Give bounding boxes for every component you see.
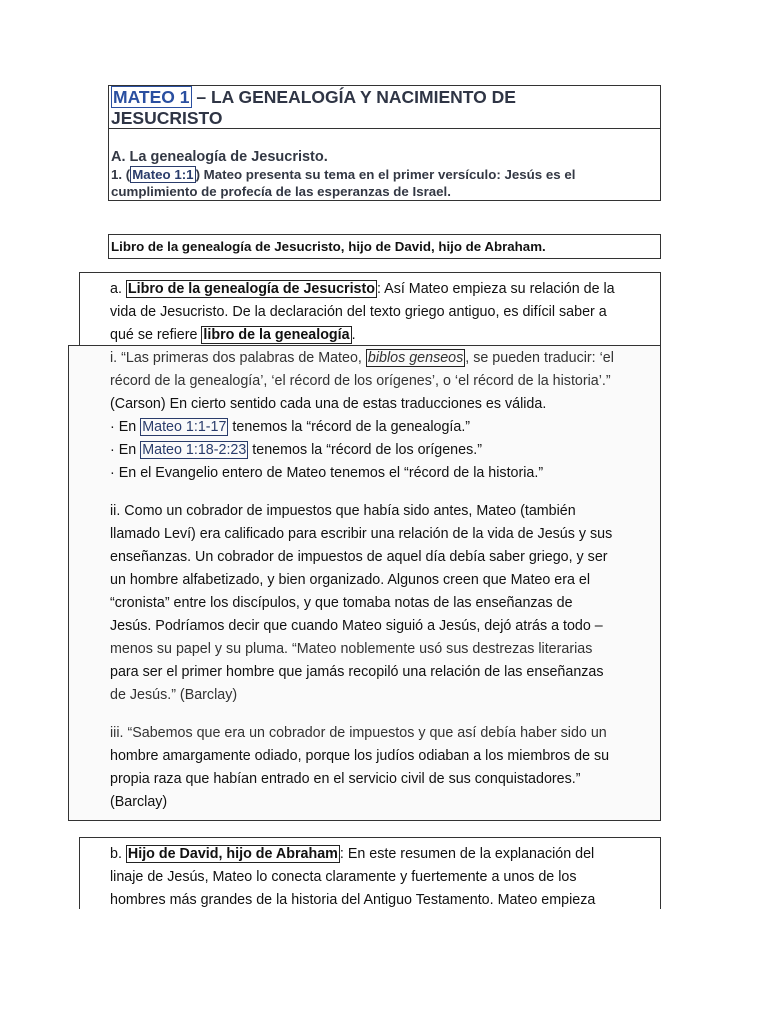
bullet-1-prefix: · En [110, 419, 141, 435]
point-a-text: : Así Mateo empieza su relación de la [377, 281, 615, 297]
quote-ii-line: ii. Como un cobrador de impuestos que había sido antes, Mateo (también [110, 503, 576, 519]
section-item-prefix: 1. ( [111, 167, 131, 182]
paragraph-gap [110, 707, 660, 722]
bullet-item-1 [110, 416, 660, 439]
title-text-line2: JESUCRISTO [111, 108, 223, 128]
point-b-line1 [110, 843, 655, 866]
section-reference-link[interactable]: Mateo 1:1 [132, 167, 194, 182]
point-a-line3-end: . [351, 327, 356, 343]
point-a-line2: vida de Jesucristo. De la declaración del texto griego antiguo, es difícil saber a [110, 304, 607, 320]
bullet-1-reference-link[interactable]: Mateo 1:1-17 [142, 419, 227, 435]
point-a-keyword-2: libro de la genealogía [203, 327, 350, 343]
quote-iii-line: hombre amargamente odiado, porque los judíos odiaban a los miembros de su [110, 748, 610, 764]
point-a-keyword: Libro de la genealogía de Jesucristo [127, 281, 375, 297]
quote-ii-line: “cronista” entre los discípulos, y que tomaba notas de las enseñanzas de [110, 595, 573, 611]
title-box [108, 85, 661, 129]
section-item-line2: cumplimiento de profecía de las esperanzas de Israel. [111, 184, 451, 199]
quote-ii-line: un hombre alfabetizado, y bien organizado. Algunos creen que Mateo era el [110, 572, 591, 588]
point-b-keyword: Hijo de David, hijo de Abraham [127, 846, 338, 862]
bullet-2-prefix: · En [110, 442, 141, 458]
bullet-item-2 [110, 439, 660, 462]
bullet-1-text: tenemos la “récord de la genealogía.” [228, 419, 471, 435]
bullet-item-3: · En el Evangelio entero de Mateo tenemos el “récord de la historia.” [110, 465, 544, 481]
quote-iii-line: (Barclay) [110, 794, 168, 810]
quote-i-line1 [110, 347, 655, 370]
quote-i-text: i. “Las primeras dos palabras de Mateo, [110, 350, 366, 366]
point-b-box [79, 837, 661, 909]
quote-iii-paragraph [110, 722, 660, 814]
bullet-2-text: tenemos la “récord de los orígenes.” [248, 442, 482, 458]
bullet-2-reference-link[interactable]: Mateo 1:18-2:23 [142, 442, 247, 458]
verse-box [108, 234, 661, 259]
quote-i-text-end: , se pueden traducir: ‘el [465, 350, 614, 366]
quote-iii-line: iii. “Sabemos que era un cobrador de impuestos y que así debía haber sido un [110, 725, 607, 741]
point-a-box [79, 272, 661, 352]
quote-ii-paragraph [110, 500, 660, 707]
paragraph-gap [110, 485, 660, 500]
quote-ii-line: menos su papel y su pluma. “Mateo noblemente usó sus destrezas literarias [110, 641, 593, 657]
quote-ii-line: Jesús. Podríamos decir que cuando Mateo siguió a Jesús, dejó atrás a todo – [110, 618, 603, 634]
section-item [111, 166, 658, 183]
point-a-line3-text: qué se refiere [110, 327, 202, 343]
quote-ii-line: de Jesús.” (Barclay) [110, 687, 238, 703]
point-b-line2: linaje de Jesús, Mateo lo conecta claramente y fuertemente a unos de los [110, 869, 577, 885]
quote-i-line3: (Carson) En cierto sentido cada una de estas traducciones es válida. [110, 396, 547, 412]
point-a-prefix: a. [110, 281, 126, 297]
section-heading: A. La genealogía de Jesucristo. [111, 149, 328, 165]
quote-ii-line: enseñanzas. Un cobrador de impuestos de aquel día debía saber griego, y ser [110, 549, 608, 565]
quote-ii-line: para ser el primer hombre que jamás recopiló una relación de las enseñanzas [110, 664, 604, 680]
quote-i-line2: récord de la genealogía’, ‘el récord de los orígenes’, o ‘el récord de la historia’.” [110, 373, 611, 389]
title-reference-link[interactable]: MATEO 1 [113, 87, 190, 107]
point-b-prefix: b. [110, 846, 126, 862]
point-b-text: : En este resumen de la explanación del [339, 846, 595, 862]
quote-box [68, 345, 661, 821]
quote-i-italic-term: biblos genseos [367, 350, 464, 366]
title-text: – LA GENEALOGÍA Y NACIMIENTO DE [191, 87, 516, 107]
point-a-line3 [110, 324, 655, 347]
point-a-line1 [110, 278, 655, 301]
page-title [111, 87, 658, 108]
section-item-text: ) Mateo presenta su tema en el primer versículo: Jesús es el [195, 167, 576, 182]
section-box [108, 128, 661, 201]
quote-iii-line: propia raza que habían entrado en el servicio civil de sus conquistadores.” [110, 771, 581, 787]
quote-ii-line: llamado Leví) era calificado para escribir una relación de la vida de Jesús y sus [110, 526, 613, 542]
verse-text: Libro de la genealogía de Jesucristo, hijo de David, hijo de Abraham. [111, 239, 546, 254]
point-b-line3: hombres más grandes de la historia del Antiguo Testamento. Mateo empieza [110, 892, 596, 908]
